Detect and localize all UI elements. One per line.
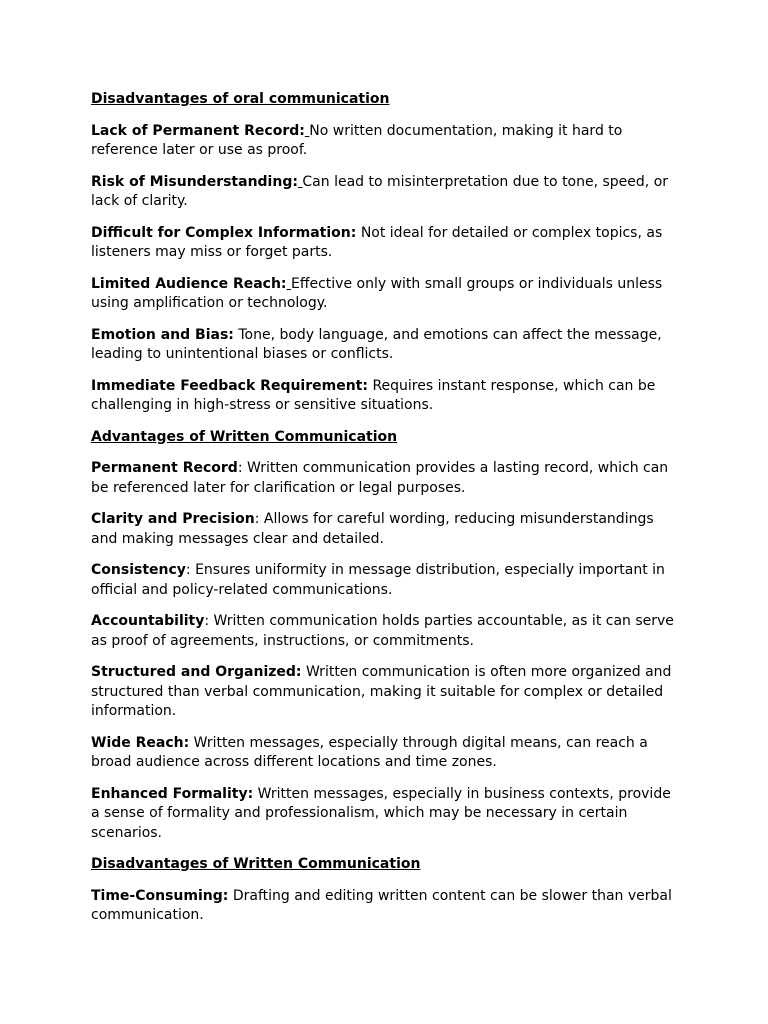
paragraph-text: Ensures uniformity in message distribution, especially important in official and policy-related communications. — [91, 562, 665, 598]
paragraph-lack-of-permanent-record — [91, 122, 683, 161]
paragraph-risk-of-misunderstanding — [91, 173, 683, 212]
paragraph-text: No written documentation, making it hard to reference later or use as proof. — [91, 122, 623, 158]
term-label: Permanent Record — [91, 460, 238, 476]
section-heading-written-advantages: Advantages of Written Communication — [91, 428, 398, 445]
paragraph-emotion-and-bias — [91, 326, 683, 365]
paragraph-difficult-for-complex-information — [91, 224, 683, 263]
term-separator: : — [237, 460, 247, 476]
term-label: Lack of Permanent Record: — [91, 122, 305, 139]
term-label: Risk of Misunderstanding: — [91, 173, 298, 190]
paragraph-consistency — [91, 561, 683, 600]
paragraph-text: Requires instant response, which can be challenging in high-stress or sensitive situations. — [91, 377, 656, 413]
paragraph-text: Drafting and editing written content can be slower than verbal communication. — [91, 887, 672, 923]
term-label: Structured and Organized: — [91, 664, 302, 680]
paragraph-limited-audience-reach — [91, 275, 683, 314]
paragraph-clarity-and-precision — [91, 510, 683, 549]
term-label: Difficult for Complex Information: — [91, 224, 357, 241]
section-heading-oral-disadvantages: Disadvantages of oral communication — [91, 91, 390, 107]
paragraph-immediate-feedback-requirement — [91, 377, 683, 416]
term-label: Time-Consuming: — [91, 887, 229, 904]
paragraph-text: Can lead to misinterpretation due to tone, speed, or lack of clarity. — [91, 173, 669, 209]
term-label: Clarity and Precision — [91, 511, 255, 527]
term-separator: : — [185, 562, 196, 578]
paragraph-time-consuming — [91, 887, 683, 926]
paragraph-permanent-record — [91, 459, 683, 498]
term-label: Enhanced Formality: — [91, 785, 254, 802]
paragraph-text: Written communication is often more organized and structured than verbal communication, making it suitable for complex or detailed information. — [91, 664, 672, 719]
paragraph-text: Effective only with small groups or individuals unless using amplification or technology. — [91, 275, 663, 311]
paragraph-text: Not ideal for detailed or complex topics, as listeners may miss or forget parts. — [91, 224, 663, 260]
paragraph-structured-and-organized — [91, 663, 683, 722]
term-label: Wide Reach: — [91, 734, 190, 751]
paragraph-text: Written communication provides a lasting record, which can be referenced later for clarification or legal purposes. — [91, 460, 669, 496]
paragraph-text: Written communication holds parties accountable, as it can serve as proof of agreements, instructions, or commitments. — [91, 613, 674, 649]
paragraph-enhanced-formality — [91, 785, 683, 844]
paragraph-text: Allows for careful wording, reducing misunderstandings and making messages clear and detailed. — [91, 511, 654, 547]
paragraph-wide-reach — [91, 734, 683, 773]
term-label: Immediate Feedback Requirement: — [91, 377, 368, 394]
paragraph-text: Written messages, especially through digital means, can reach a broad audience across different locations and time zones. — [91, 734, 648, 770]
term-label: Emotion and Bias: — [91, 326, 234, 343]
paragraph-text: Tone, body language, and emotions can affect the message, leading to unintentional biases or conflicts. — [91, 326, 662, 362]
term-separator: : — [204, 613, 214, 629]
term-label: Limited Audience Reach: — [91, 275, 287, 292]
paragraph-accountability — [91, 612, 683, 651]
term-label: Accountability — [91, 613, 205, 629]
term-separator: : — [254, 511, 264, 527]
section-heading-written-disadvantages: Disadvantages of Written Communication — [91, 856, 421, 872]
paragraph-text: Written messages, especially in business contexts, provide a sense of formality and professionalism, which may be necessary in certain scenarios. — [91, 785, 671, 841]
term-label: Consistency — [91, 562, 186, 578]
document-page — [91, 90, 683, 938]
